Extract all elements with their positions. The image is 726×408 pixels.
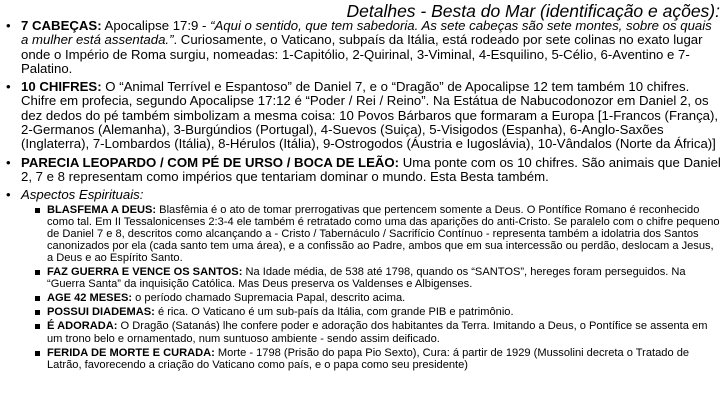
item-text: . Curiosamente, o Vaticano, subpaís da Itália, está rodeado por sete colinas no exato lugar onde o Império de Roma surgiu, nomeadas: 1-Capitólio, 2-Quirinal, 3-Viminal, 4-Esquilino, 5-Célio, 6-Aventino e 7-Palatino. (21, 32, 703, 76)
sub-item-heading: FAZ GUERRA E VENCE OS SANTOS: (47, 266, 243, 279)
sub-item-heading: É ADORADA: (47, 320, 118, 333)
square-bullet-icon (35, 310, 40, 315)
sub-item-text: Na Idade média, de 538 até 1798, quando os “SANTOS”, hereges foram perseguidos. Na “Guerra Santa” da inquisição Católica. Mas Deus preserva os Valdenses e Albigenses. (47, 266, 686, 291)
item-text: O “Animal Terrível e Espantoso” de Daniel 7, e o “Dragão” de Apocalipse 12 tem também 10 chifres. Chifre em profecia, segundo Apocalipse 17:12 é “Poder / Rei / Reino”. Na Estátua de Nabucodonozor em Daniel 2, os dez dedos do pé também simbolizam a mesma coisa: 10 Povos Bárbaros que formaram a Europa [1-Francos (França), 2-Germanos (Alemanha), 3-Burgúndios (Portugal), 4-Suevos (Suiça), 5-Visigodos (Espanha), 6-Anglo-Saxões (Inglaterra), 7-Lombardos (Itália), 8-Hérulos (Itália), 9-Ostrogodos (Áustria e Iugoslávia), 10-Vândalos (Norte da África)] (21, 79, 719, 152)
item-heading: 7 CABEÇAS: (21, 18, 102, 33)
list-item-7-cabecas (4, 19, 722, 76)
sub-item-text: O Dragão (Satanás) lhe confere poder e adoração dos habitantes da Terra. Imitando a Deus, o Pontífice se assenta em um trono belo e ornamentado, num suntuoso ambiente - sendo assim deificado. (47, 320, 708, 345)
sub-item-heading: AGE 42 MESES: (47, 292, 133, 305)
item-text: Uma ponte com os 10 chifres. São animais que Daniel 2, 7 e 8 representam como impérios que tentariam dominar o mundo. Esta Besta também. (21, 154, 721, 184)
item-quote: “Aqui o sentido, que tem sabedoria. As sete cabeças são sete montes, sobre os quais a mulher está assentada.” (21, 18, 712, 48)
sub-item-e-adorada (21, 320, 722, 344)
list-item-parecia-leopardo (4, 156, 722, 185)
sub-bullet-list (21, 204, 722, 371)
square-bullet-icon (35, 351, 40, 356)
square-bullet-icon (35, 324, 40, 329)
sub-item-ferida-de-morte (21, 347, 722, 371)
sub-item-possui-diademas (21, 306, 722, 318)
sub-item-text: Morte - 1798 (Prisão do papa Pio Sexto), Cura: á partir de 1929 (Mussolini decreta o Tratado de Latrão, favorecendo a criação do Vaticano como país, e o papa como seu presidente) (47, 346, 690, 371)
sub-item-heading: FERIDA DE MORTE E CURADA: (47, 346, 215, 359)
bullet-icon: • (6, 18, 11, 33)
page-title: Detalhes - Besta do Mar (identificação e ações): (346, 1, 720, 21)
item-heading: 10 CHIFRES: (21, 79, 102, 95)
list-item-10-chifres (4, 80, 722, 151)
bullet-icon: • (6, 187, 11, 203)
bullet-icon: • (6, 154, 11, 170)
square-bullet-icon (35, 270, 40, 275)
sub-item-blasfema (21, 204, 722, 264)
main-bullet-list (4, 19, 722, 371)
sub-item-heading: BLASFEMA A DEUS: (47, 203, 157, 216)
section-label: Aspectos Espirituais: (21, 187, 144, 203)
list-item-aspectos-espirituais (4, 188, 722, 371)
square-bullet-icon (35, 296, 40, 301)
sub-item-text: é rica. O Vaticano é um sub-país da Itália, com grande PIB e patrimônio. (154, 306, 514, 319)
sub-item-heading: POSSUI DIADEMAS: (47, 306, 155, 319)
item-heading: PARECIA LEOPARDO / COM PÉ DE URSO / BOCA DE LEÃO: (21, 154, 400, 170)
item-text: Apocalipse 17:9 - (101, 18, 211, 33)
slide-content (4, 19, 722, 375)
sub-item-text: Blasfêmia é o ato de tomar prerrogativas que pertencem somente a Deus. O Pontífice Romano é reconhecido como tal. Em II Tessalonicenses 2:3-4 ele também é retratado como uma das aparições do anti-Cristo. Se paralelo com o chifre pequeno de Daniel 7 e 8, descritos como alcançando a - Cristo / Tabernáculo / Sacrifício Contínuo - representa também a idolatria dos Santos canonizados por ela (cada santo tem uma área), e a confissão ao Padre, ambos que em sua intercessão ou perdão, deslocam a Jesus, a Deus e ao Espírito Santo. (47, 203, 720, 264)
square-bullet-icon (35, 208, 40, 213)
sub-item-age-42-meses (21, 292, 722, 304)
sub-item-faz-guerra (21, 266, 722, 290)
sub-item-text: o período chamado Supremacia Papal, descrito acima. (132, 292, 406, 305)
bullet-icon: • (6, 79, 11, 95)
